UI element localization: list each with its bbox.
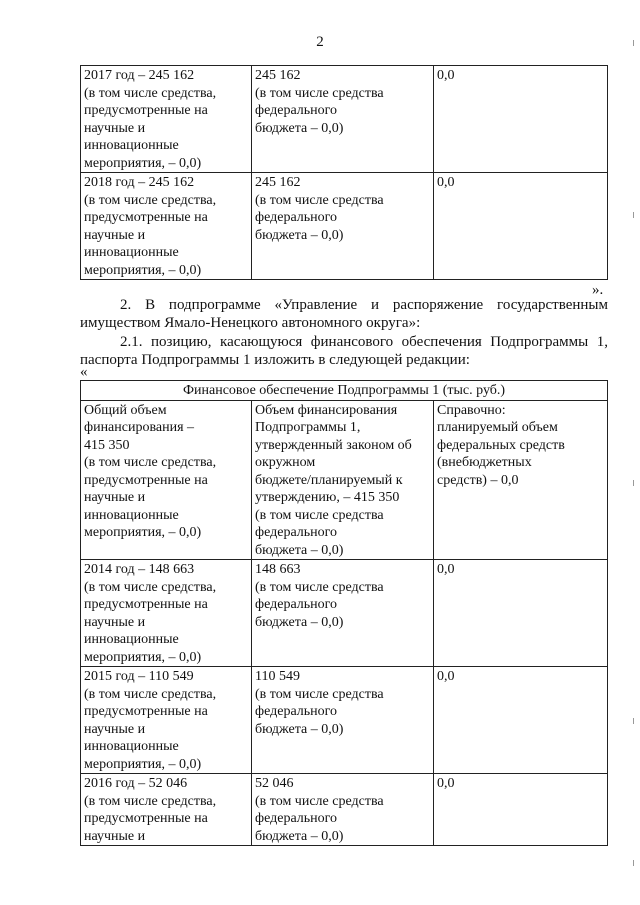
table-cell-federal-reference: 0,0 (434, 560, 608, 667)
opening-quote-mark: « (80, 364, 88, 380)
table-cell-total-financing: Общий объем финансирования – 415 350 (в том числе средства, предусмотренные на научные и инновационные мероприятия, – 0,0) (81, 400, 252, 560)
table-cell-approved-amount: 110 549 (в том числе средства федерального бюджета – 0,0) (252, 667, 434, 774)
table-cell-approved-amount: 148 663 (в том числе средства федерального бюджета – 0,0) (252, 560, 434, 667)
table-row (81, 173, 608, 280)
table-row (81, 66, 608, 173)
table-cell-year-total: 2016 год – 52 046 (в том числе средства, предусмотренные на научные и (81, 774, 252, 846)
scan-artifact (633, 860, 634, 866)
scan-artifact (633, 718, 634, 724)
scan-artifact (633, 480, 634, 486)
paragraph-2-line-1: 2. В подпрограмме «Управление и распоряжение государственным (120, 297, 608, 313)
table-cell-year-total: 2014 год – 148 663 (в том числе средства, предусмотренные на научные и инновационные мероприятия, – 0,0) (81, 560, 252, 667)
table-cell-federal-reference: 0,0 (434, 774, 608, 846)
table-cell-reference-note: Справочно: планируемый объем федеральных средств (внебюджетных средств) – 0,0 (434, 400, 608, 560)
table-header: Финансовое обеспечение Подпрограммы 1 (тыс. руб.) (81, 381, 608, 401)
scan-artifact (633, 212, 634, 218)
page-number: 2 (316, 34, 324, 50)
table-row (81, 560, 608, 667)
table-cell-approved-amount: 245 162 (в том числе средства федерального бюджета – 0,0) (252, 66, 434, 173)
table-cell-year-total: 2015 год – 110 549 (в том числе средства, предусмотренные на научные и инновационные мероприятия, – 0,0) (81, 667, 252, 774)
table-cell-year-total: 2018 год – 245 162 (в том числе средства, предусмотренные на научные и инновационные мероприятия, – 0,0) (81, 173, 252, 280)
paragraph-2-1-line-1: 2.1. позицию, касающуюся финансового обеспечения Подпрограммы 1, (120, 334, 608, 350)
table-row (81, 400, 608, 560)
financing-table-subprogram-1 (80, 380, 608, 846)
table-cell-federal-reference: 0,0 (434, 66, 608, 173)
table-cell-approved-amount: 52 046 (в том числе средства федерального бюджета – 0,0) (252, 774, 434, 846)
scan-artifact (633, 40, 634, 46)
table-header-row (81, 381, 608, 401)
table-cell-federal-reference: 0,0 (434, 173, 608, 280)
paragraph-2-1-line-2: паспорта Подпрограммы 1 изложить в следующей редакции: (80, 352, 470, 368)
paragraph-2-line-2: имуществом Ямало-Ненецкого автономного округа»: (80, 315, 421, 331)
table-cell-year-total: 2017 год – 245 162 (в том числе средства, предусмотренные на научные и инновационные мероприятия, – 0,0) (81, 66, 252, 173)
table-cell-approved-volume: Объем финансирования Подпрограммы 1, утвержденный законом об окружном бюджете/планируемый к утверждению, – 415 350 (в том числе средства федерального бюджета – 0,0) (252, 400, 434, 560)
closing-quote-mark: ». (592, 282, 604, 298)
table-cell-approved-amount: 245 162 (в том числе средства федерального бюджета – 0,0) (252, 173, 434, 280)
table-row (81, 774, 608, 846)
table-row (81, 667, 608, 774)
financing-table-continued (80, 65, 608, 280)
table-cell-federal-reference: 0,0 (434, 667, 608, 774)
